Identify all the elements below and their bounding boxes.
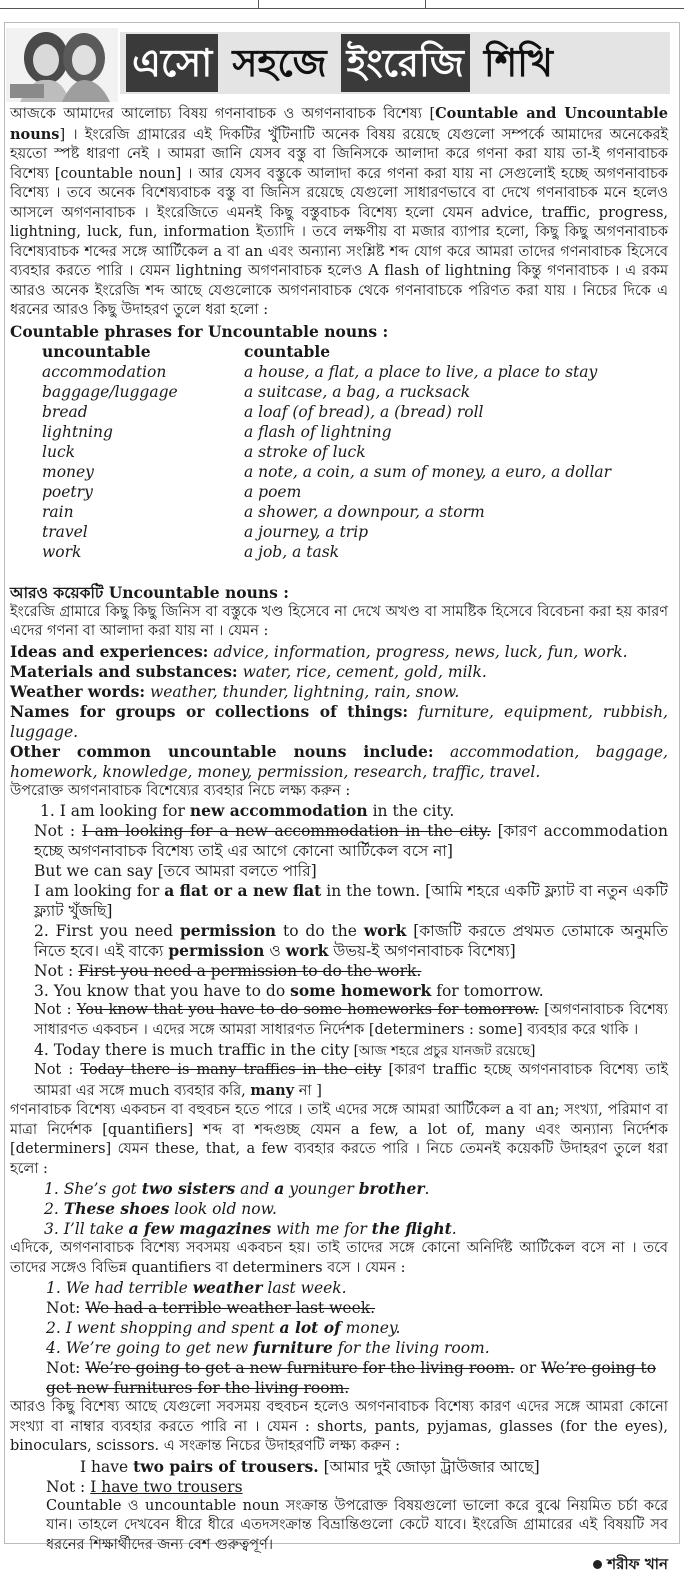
category-line bbox=[10, 642, 668, 662]
ex-text: in the city. bbox=[367, 802, 455, 820]
example-1 bbox=[10, 801, 668, 821]
cell-countable: a stroke of luck bbox=[244, 442, 366, 461]
ex-text: I have bbox=[80, 1457, 134, 1476]
countable-example-2 bbox=[10, 1199, 668, 1219]
cell-uncountable: rain bbox=[42, 502, 74, 521]
ex-text: 4. We’re going to get new bbox=[46, 1339, 254, 1357]
example-3 bbox=[10, 981, 668, 1001]
category-items: weather, thunder, lightning, rain, snow. bbox=[145, 682, 460, 701]
plural-example bbox=[10, 1457, 668, 1477]
cell-uncountable: travel bbox=[42, 522, 88, 541]
title-word-1: এসো bbox=[126, 34, 218, 92]
table-row bbox=[42, 502, 611, 522]
ex-text: 1. She’s got bbox=[44, 1180, 142, 1198]
ex-bold: furniture bbox=[253, 1338, 333, 1357]
ex-text: 4. Today there is much traffic in the city bbox=[34, 1041, 350, 1059]
example-3-not bbox=[10, 1001, 668, 1040]
ex-text: 2. I went shopping and spent bbox=[46, 1319, 280, 1337]
countable-example-1 bbox=[10, 1179, 668, 1199]
top-rule-tab bbox=[258, 0, 426, 9]
cell-countable: a house, a flat, a place to live, a place to stay bbox=[244, 362, 598, 381]
ex-text: 3. I’ll take bbox=[44, 1220, 129, 1238]
cell-uncountable: money bbox=[42, 462, 94, 481]
header bbox=[6, 28, 668, 102]
ex-text: . bbox=[451, 1220, 457, 1238]
ex-bold: brother bbox=[358, 1179, 425, 1198]
ex-text: money. bbox=[340, 1319, 401, 1337]
cell-countable: a shower, a downpour, a storm bbox=[244, 502, 485, 521]
article-body bbox=[10, 104, 668, 1575]
not-label: Not : bbox=[34, 962, 79, 980]
table-row bbox=[42, 422, 611, 442]
ex-bold: the flight bbox=[371, 1219, 452, 1238]
category-line bbox=[10, 662, 668, 682]
flat-example bbox=[10, 881, 668, 921]
ex-text: 2. bbox=[44, 1200, 64, 1218]
ex-text: for the living room. bbox=[332, 1339, 490, 1357]
ex-note: [অগণনাবাচক বিশেষ্য সাধারণত একবচন । এদের সঙ্গে আমরা সাধারণত নির্দেশক [determiners : some] ব্যবহার করে থাকি । bbox=[34, 1002, 668, 1038]
not-label: Not : bbox=[34, 822, 82, 840]
example-4 bbox=[10, 1040, 668, 1061]
ex-text: younger bbox=[284, 1180, 359, 1198]
cell-uncountable: poetry bbox=[42, 482, 93, 501]
author-byline bbox=[10, 1555, 668, 1575]
title-word-3: ইংরেজি bbox=[341, 34, 470, 92]
ex-bold: new accommodation bbox=[189, 801, 368, 820]
ex-text: 3. You know that you have to do bbox=[34, 982, 291, 1000]
category-label: Other common uncountable nouns include: bbox=[10, 741, 434, 761]
intro-paragraph bbox=[10, 104, 668, 321]
ex-text: last week. bbox=[262, 1279, 347, 1297]
example-2 bbox=[10, 921, 668, 961]
spacer bbox=[10, 562, 668, 582]
ex-text: with me for bbox=[271, 1220, 372, 1238]
plural-paragraph: আরও কিছু বিশেষ্য আছে যেগুলো সবসময় বহুবচন হলেও অগণনাবাচক বিশেষ্য কারণ এদের সঙ্গে আমরা কোনো সংখ্যা বা নাম্বার ব্যবহার করতে পারি না । যেমন : shorts, pants, pyjamas, glasses (for the eyes), binoculars, scissors. এ সংক্রান্ত নিচের উদাহরণটি লক্ষ্য করুন : bbox=[10, 1399, 668, 1454]
category-label: Materials and substances: bbox=[10, 661, 238, 681]
title-word-4: শিখি bbox=[483, 41, 554, 85]
cell-countable: a suitcase, a bag, a rucksack bbox=[244, 382, 471, 401]
category-items: advice, information, progress, news, luck, fun, work. bbox=[208, 642, 628, 661]
title-word-2: সহজে bbox=[232, 41, 327, 85]
usage-note: উপরোক্ত অগণনাবাচক বিশেষ্যের ব্যবহার নিচে লক্ষ্য করুন : bbox=[10, 782, 351, 799]
cell-uncountable: lightning bbox=[42, 422, 113, 441]
cell-uncountable: accommodation bbox=[42, 362, 167, 381]
incorrect-sentence: We’re going to get new furnitures for the living room. bbox=[46, 1359, 657, 1397]
cell-uncountable: luck bbox=[42, 442, 76, 461]
table-row bbox=[42, 462, 611, 482]
ex-note: [কারণ accommodation হচ্ছে অগণনাবাচক বিশেষ্য তাই এর আগে কোনো আর্টিকেল বসে না] bbox=[34, 822, 668, 860]
not-label: Not: bbox=[46, 1299, 86, 1317]
example-1-not bbox=[10, 821, 668, 861]
category-items: water, rice, cement, gold, milk. bbox=[237, 662, 487, 681]
ex-text: I am looking for bbox=[34, 882, 165, 900]
incorrect-sentence: We’re going to get a new furniture for the living room. bbox=[85, 1359, 515, 1377]
author-name: শরীফ খান bbox=[607, 1555, 668, 1573]
plural-example-not bbox=[10, 1477, 668, 1497]
incorrect-sentence: We had a terrible weather last week. bbox=[85, 1299, 376, 1317]
phrases-header-row bbox=[42, 342, 611, 362]
ex-text: or bbox=[514, 1359, 542, 1377]
ex-bold: weather bbox=[192, 1278, 263, 1297]
ex-bold: many bbox=[250, 1081, 295, 1099]
intro-text-2: ] । ইংরেজি গ্রামারের এই দিকটির খুঁটিনাটি অনেক বিষয় রয়েছে যেগুলো সম্পর্কে আমাদের অনেকেরই হয়তো স্পষ্ট ধারণা নেই । আমরা জানি যেসব বস্তু বা জিনিসকে আলাদা করে গণনা করা যায় তা-ই গণনাবাচক বিশেষ্য [countable noun] । আর যেসব বস্তুকে আলাদা করে গণনা করা যায় না সেগুলোই হচ্ছে অগণনাবাচক বিশেষ্য । তবে অনেক বিশেষ্যবাচক বস্তু বা জিনিস রয়েছে যেগুলো সাধারণভাবে বা দেখে গণনাবাচক মনে হলেও আসলে অগণনাবাচক । ইংরেজিতে এমনই কিছু বস্তুবাচক বিশেষ্য হলো যেমন advice, traffic, progress, lightning, luck, fun, information ইত্যাদি । তবে লক্ষণীয় বা মজার ব্যাপার হলো, কিছু কিছু অগণনাবাচক বিশেষ্যবাচক শব্দের সঙ্গে আর্টিকেল a বা an এবং অন্যান্য সংশ্লিষ্ট শব্দ যোগ করে আমরা তাদের গণনাবাচক হিসেবে ব্যবহার করতে পারি । যেমন lightning অগণনাবাচক হলেও A flash of lightning কিন্তু গণনাবাচক । এ রকম আরও অনেক ইংরেজি শব্দ আছে যেগুলোকে অগণনাবাচক থেকে গণনাবাচকে পরিণত করা যায় । নিচের দিকে এ ধরনের আরও কিছু উদাহরণ তুলে ধরা হলো : bbox=[10, 126, 668, 318]
incorrect-sentence: I am looking for a new accommodation in the city. bbox=[81, 822, 491, 840]
not-label: Not: bbox=[46, 1359, 86, 1377]
ex-bold: a bbox=[274, 1179, 285, 1198]
bullet-dot-icon bbox=[593, 1560, 602, 1569]
uncountable-example-4 bbox=[10, 1338, 668, 1358]
category-label: Weather words: bbox=[10, 681, 146, 701]
ex-text: for tomorrow. bbox=[431, 982, 544, 1000]
cell-countable: a note, a coin, a sum of money, a euro, a dollar bbox=[244, 462, 612, 481]
ex-bold: These shoes bbox=[63, 1199, 170, 1218]
cell-uncountable: work bbox=[42, 542, 82, 561]
category-line bbox=[10, 702, 668, 742]
col-countable: countable bbox=[244, 341, 331, 361]
ex-text: 2. First you need bbox=[34, 922, 180, 940]
incorrect-sentence: First you need a permission to do the work. bbox=[78, 962, 422, 980]
cell-countable: a journey, a trip bbox=[244, 522, 369, 541]
table-row bbox=[42, 382, 611, 402]
more-description: ইংরেজি গ্রামারে কিছু কিছু জিনিস বা বস্তুকে খণ্ড হিসেবে না দেখে অখণ্ড বা সামষ্টিক হিসেবে বিবেচনা করা হয় কারণ এদের গণনা বা আলাদা করা যায় না । যেমন : bbox=[10, 603, 668, 639]
ex-bold: work bbox=[363, 921, 407, 940]
ex-bold: a flat or a new flat bbox=[164, 881, 322, 900]
category-label: Ideas and experiences: bbox=[10, 641, 209, 661]
table-row bbox=[42, 402, 611, 422]
more-heading bbox=[10, 582, 668, 603]
ex-bold: a lot of bbox=[279, 1318, 341, 1337]
uncountable-example-4-not bbox=[10, 1358, 668, 1398]
cell-countable: a loaf (of bread), a (bread) roll bbox=[244, 402, 484, 421]
ex-text: 1. I am looking for bbox=[40, 802, 190, 820]
not-label: Not : bbox=[34, 1062, 81, 1078]
uncountable-example-1 bbox=[10, 1278, 668, 1298]
incorrect-sentence: Today there is many traffics in the city bbox=[80, 1062, 382, 1078]
category-items: furniture, equipment, rubbish, luggage. bbox=[10, 702, 668, 741]
page-title bbox=[126, 34, 559, 92]
phrases-heading: Countable phrases for Uncountable nouns : bbox=[10, 321, 389, 341]
incorrect-sentence: I have two trousers bbox=[90, 1477, 243, 1496]
intro-text-1: আজকে আমাদের আলোচ্য বিষয় গণনাবাচক ও অগণনাবাচক বিশেষ্য [ bbox=[10, 106, 436, 122]
ex-text: ও bbox=[264, 942, 286, 960]
ex-bold: two sisters bbox=[141, 1179, 236, 1198]
example-2-not bbox=[10, 961, 668, 981]
table-row bbox=[42, 542, 611, 562]
ex-text: উভয়-ই অগণনাবাচক বিশেষ্য] bbox=[328, 942, 516, 960]
ex-note: [কারণ traffic হচ্ছে অগণনাবাচক বিশেষ্য তাই আমরা এর সঙ্গে much ব্যবহার করি, bbox=[34, 1062, 668, 1099]
uncountable-example-2 bbox=[10, 1318, 668, 1338]
ex-note: [আজ শহরে প্রচুর যানজট রয়েছে] bbox=[349, 1043, 536, 1059]
category-items: accommodation, baggage, homework, knowledge, money, permission, research, traffic, travel. bbox=[10, 742, 668, 781]
countable-paragraph: গণনাবাচক বিশেষ্য একবচন বা বহুবচন হতে পারে । তাই এদের সঙ্গে আমরা আর্টিকেল a বা an; সংখ্যা, পরিমাণ বা মাত্রা নির্দেশক [quantifiers] শব্দ বা শব্দগুচ্ছ যেমন a few, a lot of, many এবং অন্যান্য নির্দেশক [determiners] যেমন these, that, a few ব্যবহার করতে পারি । নিচে তেমনই কয়েকটি উদাহরণ তুলে ধরা হলো : bbox=[10, 1102, 668, 1177]
col-uncountable: uncountable bbox=[42, 341, 151, 361]
not-label: Not : bbox=[34, 1002, 77, 1018]
uncountable-example-1-not bbox=[10, 1298, 668, 1318]
cell-countable: a flash of lightning bbox=[244, 422, 392, 441]
category-line bbox=[10, 682, 668, 702]
but-line: But we can say [তবে আমরা বলতে পারি] bbox=[34, 862, 317, 880]
ex-text: and bbox=[235, 1180, 275, 1198]
ex-bold: some homework bbox=[290, 981, 432, 1000]
incorrect-sentence: You know that you have to do some homeworks for tomorrow. bbox=[76, 1002, 539, 1018]
ex-bold: work bbox=[285, 941, 329, 960]
uncountable-paragraph: এদিকে, অগণনাবাচক বিশেষ্য সবসময় একবচন হয়। তাই তাদের সঙ্গে কোনো অনির্দিষ্ট আর্টিকেল বসে না । তবে তাদের সঙ্গেও বিভিন্ন quantifiers বা determiners বসে । যেমন : bbox=[10, 1240, 668, 1276]
category-line bbox=[10, 742, 668, 782]
phrases-table bbox=[42, 342, 611, 562]
ex-text: in the town. [আমি শহরে একটি ফ্ল্যাট বা নতুন একটি ফ্ল্যাট খুঁজছি] bbox=[34, 882, 669, 920]
ex-bold: two pairs of trousers. bbox=[133, 1456, 319, 1476]
ex-text: to do the bbox=[276, 922, 364, 940]
top-rule bbox=[0, 0, 684, 22]
ex-note: না ] bbox=[294, 1082, 322, 1099]
table-row bbox=[42, 362, 611, 382]
more-heading-bn: আরও কয়েকটি bbox=[10, 582, 109, 602]
cell-countable: a poem bbox=[244, 482, 302, 501]
closing-paragraph: Countable ও uncountable noun সংক্রান্ত উপরোক্ত বিষয়গুলো ভালো করে বুঝে নিয়মিত চর্চা করে যান। তাহলে দেখবেন ধীরে ধীরে এতদসংক্রান্ত বিভ্রান্তিগুলো কেটে যাবে। ইংরেজি গ্রামারের এই বিষয়টি সব ধরনের শিক্ষার্থীদের জন্য বেশ গুরুত্বপূর্ণ। bbox=[46, 1497, 668, 1553]
ex-bold: a few magazines bbox=[128, 1219, 272, 1238]
countable-example-3 bbox=[10, 1219, 668, 1239]
example-4-not bbox=[10, 1061, 668, 1101]
not-label: Not : bbox=[46, 1477, 91, 1496]
more-heading-en: Uncountable nouns : bbox=[108, 582, 290, 602]
intro-topic: Countable and Uncountable nouns bbox=[10, 105, 668, 143]
cell-countable: a job, a task bbox=[244, 542, 340, 561]
ex-bold: permission bbox=[179, 921, 277, 940]
ex-bold: permission bbox=[168, 941, 265, 960]
ex-text: [কাজটি করতে প্রথমত তোমাকে অনুমতি নিতে হবে। এই বাক্যে bbox=[34, 922, 668, 960]
table-row bbox=[42, 482, 611, 502]
cell-uncountable: baggage/luggage bbox=[42, 382, 178, 401]
ex-note: [আমার দুই জোড়া ট্রাউজার আছে] bbox=[318, 1457, 540, 1476]
ex-text: 1. We had terrible bbox=[46, 1279, 193, 1297]
cell-uncountable: bread bbox=[42, 402, 88, 421]
students-photo bbox=[6, 28, 118, 102]
ex-text: . bbox=[424, 1180, 430, 1198]
table-row bbox=[42, 442, 611, 462]
ex-text: look old now. bbox=[169, 1200, 277, 1218]
table-row bbox=[42, 522, 611, 542]
category-label: Names for groups or collections of things: bbox=[10, 701, 409, 721]
